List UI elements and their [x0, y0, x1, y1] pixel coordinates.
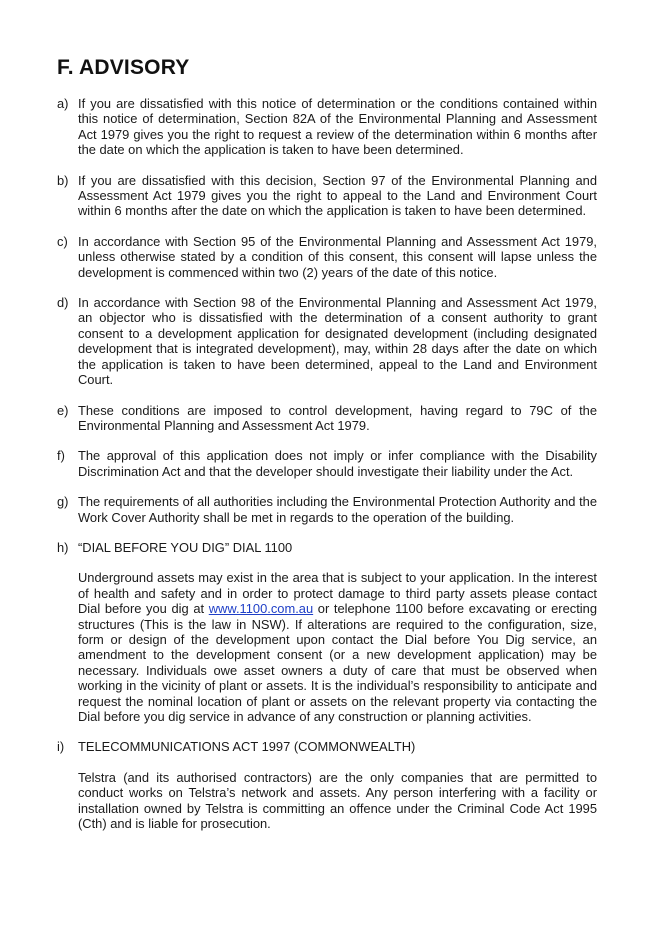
item-marker: d) [57, 295, 69, 311]
dial-1100-link[interactable]: www.1100.com.au [208, 601, 314, 617]
item-marker: c) [57, 233, 68, 249]
advisory-section [57, 56, 597, 846]
item-text: The requirements of all authorities including the Environmental Protection Authority and the Work Cover Authority shall be met in regards to the operation of the building. [78, 494, 597, 525]
item-marker: g) [57, 494, 69, 510]
list-item-c [57, 234, 597, 280]
item-heading: “DIAL BEFORE YOU DIG” DIAL 1100 [78, 539, 293, 555]
item-text: If you are dissatisfied with this notice of determination or the conditions contained within this notice of determination, Section 82A of the Environmental Planning and Assessment Act 1979 gives you the right to request a review of the determination within 6 months after the date on which the application is taken to have been determined. [78, 96, 597, 158]
item-heading: TELECOMMUNICATIONS ACT 1997 (COMMONWEALTH) [78, 739, 416, 755]
item-marker: f) [57, 448, 65, 464]
item-marker: i) [57, 739, 65, 755]
paragraph-text-before-link: Underground assets may exist in the area that is subject to your application. In the interest of health and safety and in order to protect damage to third party assets please contact Dial before you dig at [78, 570, 597, 617]
list-item-i [57, 739, 597, 831]
list-item-b [57, 173, 597, 219]
item-text: In accordance with Section 95 of the Environmental Planning and Assessment Act 1979, unless otherwise stated by a condition of this consent, this consent will lapse unless the development is commenced within two (2) years of the date of this notice. [78, 233, 597, 280]
section-title: F. ADVISORY [57, 56, 190, 79]
telecommunications-paragraph: Telstra (and its authorised contractors) are the only companies that are permitted to conduct works on Telstra’s network and assets. Any person interfering with a facility or installation owned by Telstra is committing an offence under the Criminal Code Act 1995 (Cth) and is liable for prosecution. [78, 769, 597, 832]
dial-before-you-dig-paragraph [78, 570, 597, 724]
list-item-e [57, 403, 597, 434]
list-item-h [57, 540, 597, 724]
paragraph-text-after-link: or telephone 1100 before excavating or erecting structures (This is the law in NSW). If alterations are required to the configuration, size, form or design of the development upon contact the Dial before You Dig service, an amendment to the development consent (or a new development application) may be necessary. Individuals owe asset owners a duty of care that must be observed when working in the vicinity of plant or assets. It is the individual’s responsibility to anticipate and request the nominal location of plant or assets on the relevant property via contacting the Dial before you dig service in advance of any construction or planning activities. [78, 601, 597, 724]
item-marker: a) [57, 96, 69, 111]
item-text: In accordance with Section 98 of the Environmental Planning and Assessment Act 1979, an objector who is dissatisfied with the determination of a consent authority to grant consent to a development application for designated development (including designated development that is integrated development), may, within 28 days after the date on which the application is taken to have been determined, appeal to the Land and Environment Court. [78, 295, 597, 388]
item-marker: h) [57, 539, 69, 555]
item-marker: b) [57, 172, 69, 188]
list-item-f [57, 448, 597, 479]
item-marker: e) [57, 402, 69, 418]
list-item-a [57, 96, 597, 158]
list-item-g [57, 494, 597, 525]
item-text: The approval of this application does not imply or infer compliance with the Disability Discrimination Act and that the developer should investigate their liability under the Act. [78, 448, 597, 479]
item-text: If you are dissatisfied with this decision, Section 97 of the Environmental Planning and Assessment Act 1979 gives you the right to appeal to the Land and Environment Court within 6 months after the date on which the application is taken to have been determined. [78, 172, 597, 219]
item-text: These conditions are imposed to control development, having regard to 79C of the Environmental Planning and Assessment Act 1979. [78, 402, 597, 433]
list-item-d [57, 295, 597, 387]
